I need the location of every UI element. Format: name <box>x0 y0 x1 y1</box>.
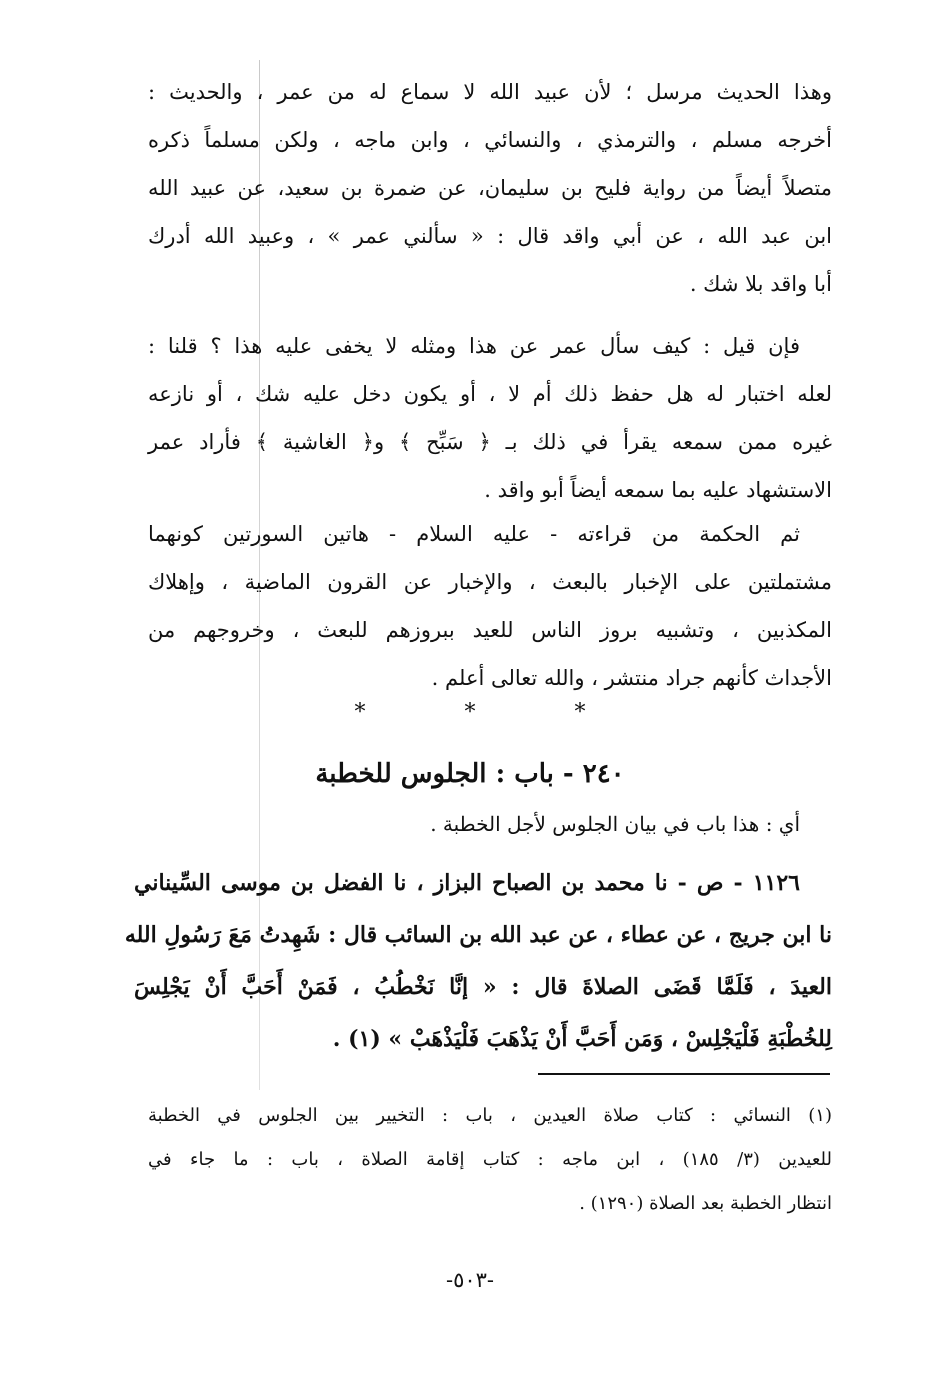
hadith-line: العيدَ ، فَلَمَّا قَضَى الصلاةَ قال : « إنَّا نَخْطُبُ ، فَمَنْ أَحَبَّ أَنْ يَجْلِسَ <box>134 974 832 1000</box>
paragraph-2 <box>148 322 832 514</box>
hadith-line: نا ابن جريج ، عن عطاء ، عن عبد الله بن السائب قال : شَهِدتُ مَعَ رَسُولِ الله <box>124 922 832 948</box>
text-line: أبا واقد بلا شك . <box>689 272 832 296</box>
footnote-divider <box>538 1073 830 1075</box>
hadith-text <box>124 857 832 1065</box>
page-number: -٥٠٣- <box>445 1268 495 1292</box>
footnote <box>148 1094 832 1226</box>
hadith-line: لِلخُطْبَةِ فَلْيَجْلِسْ ، وَمَن أَحَبَّ أَنْ يَذْهَبَ فَلْيَذْهَبْ » (١) . <box>332 1026 832 1052</box>
text-line: مشتملتين على الإخبار بالبعث ، والإخبار عن القرون الماضية ، وإهلاك <box>148 570 832 594</box>
text-line: الأجداث كأنهم جراد منتشر ، والله تعالى أعلم . <box>431 666 832 690</box>
text-line: متصلاً أيضاً من رواية فليح بن سليمان، عن ضمرة بن سعيد، عن عبيد الله <box>148 176 832 200</box>
hadith-line: ١١٢٦ - ص - نا محمد بن الصباح البزاز ، نا الفضل بن موسى السِّيناني <box>134 870 800 896</box>
text-line: ثم الحكمة من قراءته - عليه السلام - هاتين السورتين كونهما <box>148 522 800 546</box>
text-line: أخرجه مسلم ، والترمذي ، والنسائي ، وابن ماجه ، ولكن مسلماً ذكره <box>148 128 832 152</box>
footnote-line: (١) النسائي : كتاب صلاة العيدين ، باب : التخيير بين الجلوس في الخطبة <box>148 1105 832 1126</box>
text-line: وهذا الحديث مرسل ؛ لأن عبيد الله لا سماع له من عمر ، والحديث : <box>148 80 832 104</box>
footnote-line: انتظار الخطبة بعد الصلاة (١٢٩٠) . <box>579 1193 832 1214</box>
text-line: المكذبين ، وتشبيه بروز الناس للعيد ببروزهم للبعث ، وخروجهم من <box>148 618 832 642</box>
text-line: الاستشهاد عليه بما سمعه أيضاً أبو واقد . <box>484 478 832 502</box>
text-line: غيره ممن سمعه يقرأ في ذلك بـ ﴿ سَبِّح ﴾ و﴿ الغاشية ﴾ فأراد عمر <box>148 430 832 454</box>
text-line: ابن عبد الله ، عن أبي واقد قال : « سألني عمر » ، وعبيد الله أدرك <box>148 224 832 248</box>
footnote-line: للعيدين (٣/ ١٨٥) ، ابن ماجه : كتاب إقامة الصلاة ، باب : ما جاء في <box>148 1149 832 1170</box>
section-separator: * * * <box>354 700 632 725</box>
chapter-intro: أي : هذا باب في بيان الجلوس لأجل الخطبة . <box>430 812 800 836</box>
text-line: فإن قيل : كيف سأل عمر عن هذا ومثله لا يخفى عليه هذا ؟ قلنا : <box>148 334 800 358</box>
paragraph-3 <box>148 510 832 702</box>
paragraph-1 <box>148 68 832 308</box>
chapter-heading: ٢٤٠ - باب : الجلوس للخطبة <box>315 759 625 789</box>
text-line: لعله اختبار له هل حفظ ذلك أم لا ، أو يكون دخل عليه شك ، أو نازعه <box>148 382 832 406</box>
